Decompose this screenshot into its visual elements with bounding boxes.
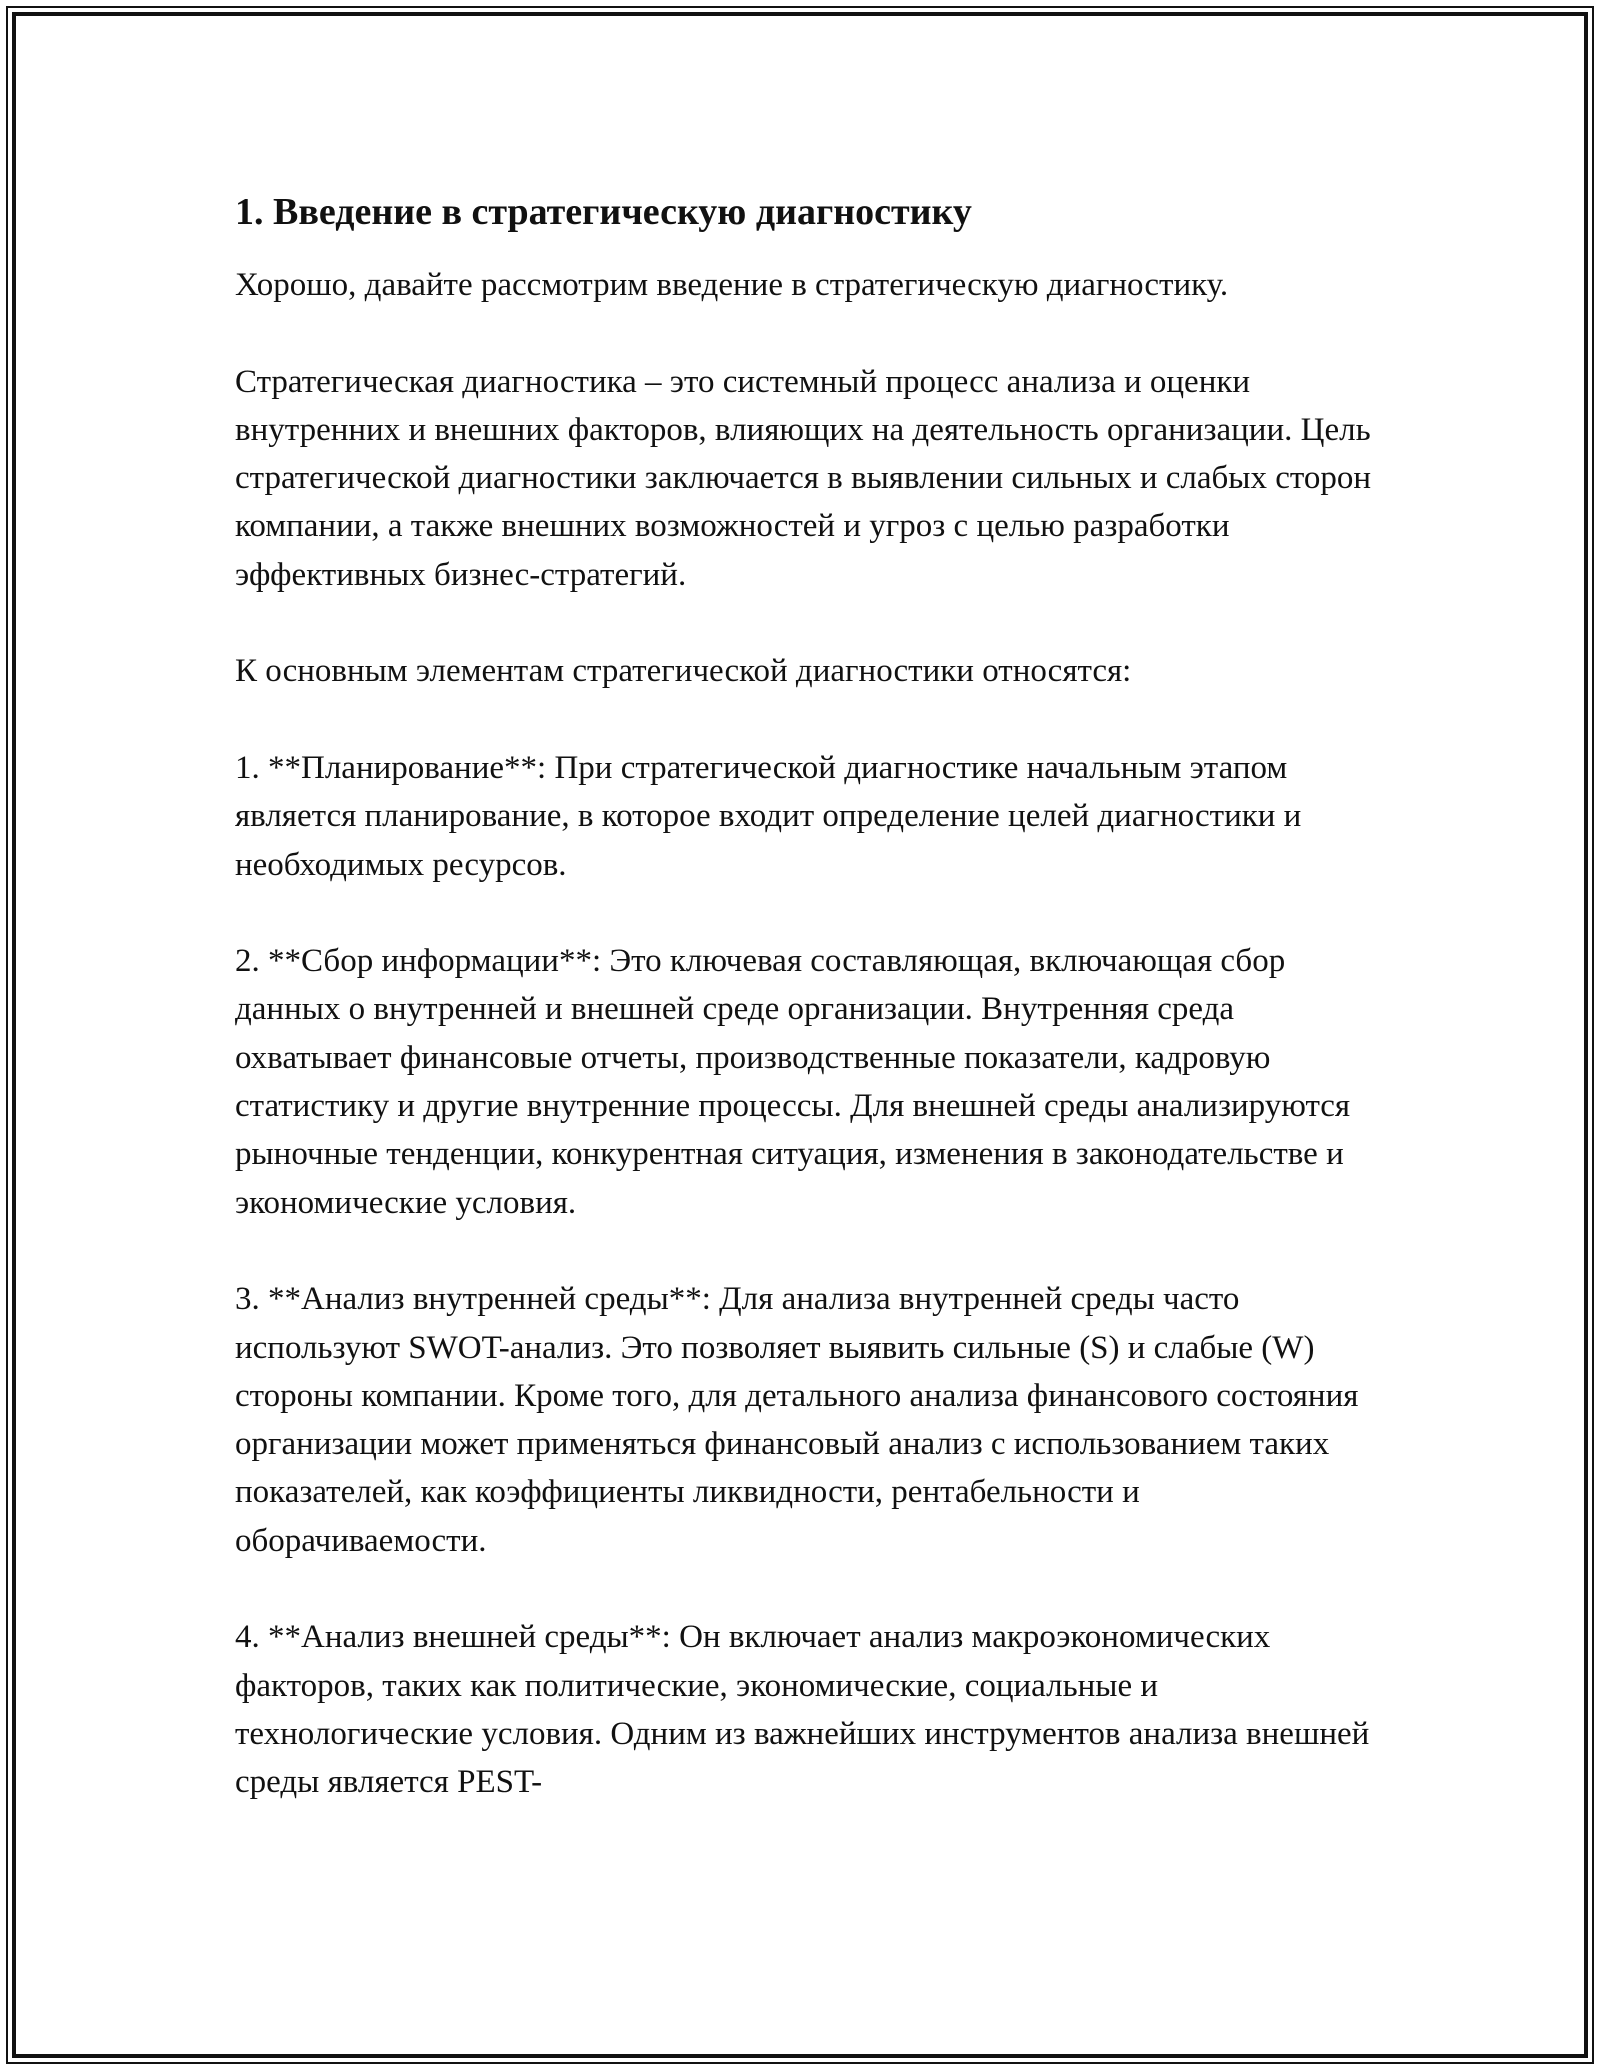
list-item-internal-analysis: 3. **Анализ внутренней среды**: Для анализа внутренней среды часто используют SWOT-анализ. Это позволяет выявить сильные (S) и слабые (W) стороны компании. Кроме того, для детального анализа финансового состояния организации может применяться финансовый анализ с использованием таких показателей, как коэффициенты ликвидности, рентабельности и оборачиваемости. [235,1281,1359,1559]
list-item-planning: 1. **Планирование**: При стратегической диагностике начальным этапом является планирование, в которое входит определение целей диагностики и необходимых ресурсов. [235,749,1302,883]
paragraph-intro: Хорошо, давайте рассмотрим введение в стратегическую диагностику. [235,267,1229,303]
list-item-external-analysis: 4. **Анализ внешней среды**: Он включает анализ макроэкономических факторов, таких как политические, экономические, социальные и технологические условия. Одним из важнейших инструментов анализа внешней среды является PEST- [235,1619,1370,1801]
list-item-data-collection: 2. **Сбор информации**: Это ключевая составляющая, включающая сбор данных о внутренней и внешней среде организации. Внутренняя среда охватывает финансовые отчеты, производственные показатели, кадровую статистику и другие внутренние процессы. Для внешней среды анализируются рыночные тенденции, конкурентная ситуация, изменения в законодательстве и экономические условия. [235,943,1351,1221]
paragraph-elements-lead: К основным элементам стратегической диагностики относятся: [235,653,1132,690]
paragraph-definition: Стратегическая диагностика – это системный процесс анализа и оценки внутренних и внешних факторов, влияющих на деятельность организации. Цель стратегической диагностики заключается в выявлении сильных и слабых сторон компании, а также внешних возможностей и угроз с целью разработки эффективных бизнес-стратегий. [235,363,1372,593]
section-heading: 1. Введение в стратегическую диагностику [235,191,972,233]
document-body [235,183,1395,1855]
